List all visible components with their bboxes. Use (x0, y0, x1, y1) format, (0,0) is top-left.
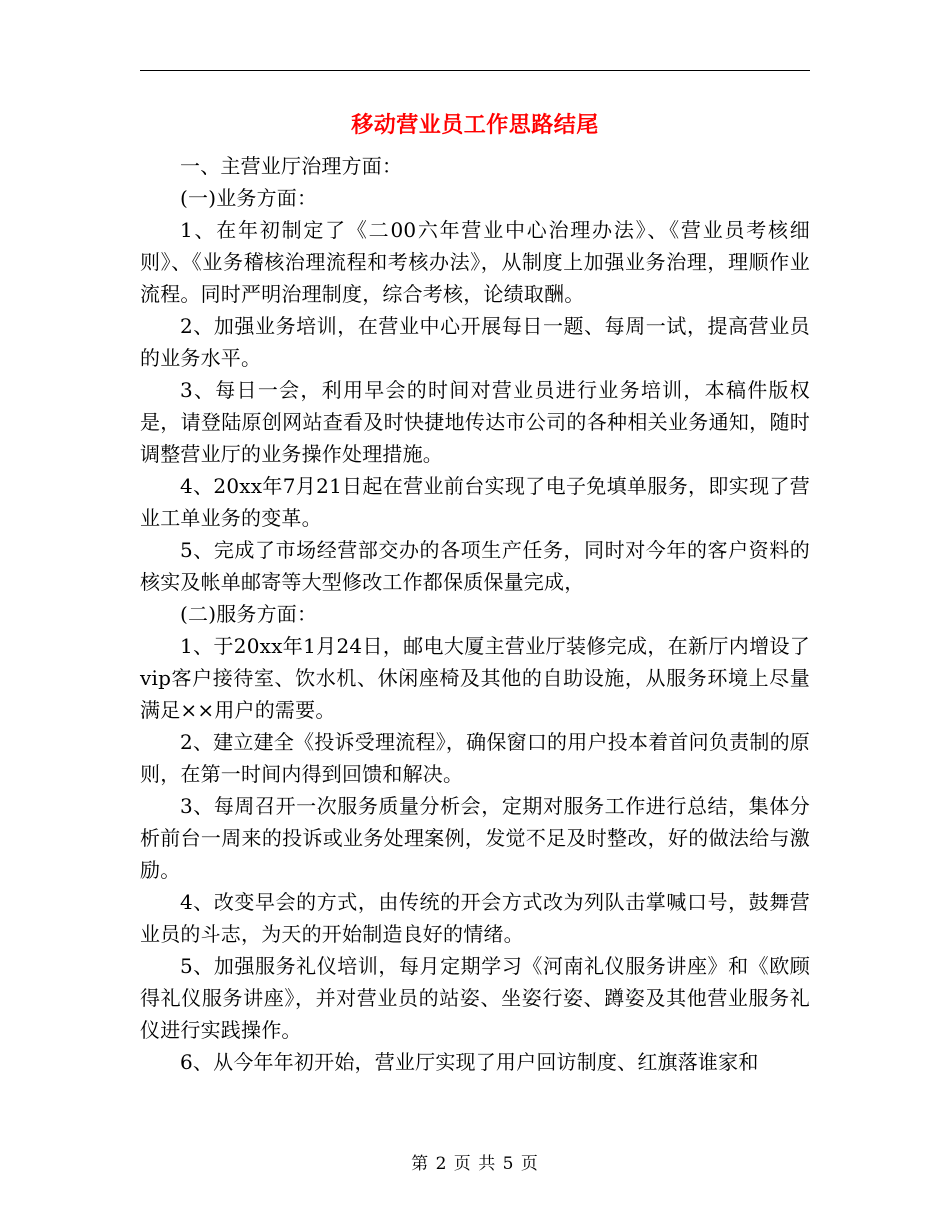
paragraph: 3、每周召开一次服务质量分析会，定期对服务工作进行总结，集体分析前台一周来的投诉或业务处理案例，发觉不足及时整改，好的做法给与激励。 (140, 794, 810, 882)
page-number: 第 2 页 共 5 页 (411, 1154, 539, 1174)
paragraph: 3、每日一会，利用早会的时间对营业员进行业务培训，本稿件版权是，请登陆原创网站查看及时快捷地传达市公司的各种相关业务通知，随时调整营业厅的业务操作处理措施。 (140, 378, 810, 466)
document-title: 移动营业员工作思路结尾 (351, 113, 599, 138)
paragraph: 2、加强业务培训，在营业中心开展每日一题、每周一试，提高营业员的业务水平。 (140, 314, 810, 370)
section-heading: 一、主营业厅治理方面： (180, 154, 403, 178)
subsection-heading: (二)服务方面： (180, 602, 318, 626)
paragraph: 1、于20xx年1月24日，邮电大厦主营业厅装修完成，在新厅内增设了vip客户接待室、饮水机、休闲座椅及其他的自助设施，从服务环境上尽量满足××用户的需要。 (140, 634, 810, 722)
subsection-heading: (一)业务方面： (180, 186, 318, 210)
paragraph: 2、建立建全《投诉受理流程》，确保窗口的用户投本着首问负责制的原则，在第一时间内得到回馈和解决。 (140, 730, 810, 786)
document-body (140, 150, 810, 1078)
paragraph: 4、20xx年7月21日起在营业前台实现了电子免填单服务，即实现了营业工单业务的变革。 (140, 474, 810, 530)
paragraph: 5、完成了市场经营部交办的各项生产任务，同时对今年的客户资料的核实及帐单邮寄等大型修改工作都保质保量完成， (140, 538, 810, 594)
paragraph: 5、加强服务礼仪培训，每月定期学习《河南礼仪服务讲座》和《欧顾得礼仪服务讲座》，并对营业员的站姿、坐姿行姿、蹲姿及其他营业服务礼仪进行实践操作。 (140, 954, 810, 1042)
paragraph: 4、改变早会的方式，由传统的开会方式改为列队击掌喊口号，鼓舞营业员的斗志，为天的开始制造良好的情绪。 (140, 890, 810, 946)
paragraph: 1、在年初制定了《二00六年营业中心治理办法》、《营业员考核细则》、《业务稽核治理流程和考核办法》，从制度上加强业务治理，理顺作业流程。同时严明治理制度，综合考核，论绩取酬。 (140, 218, 810, 306)
header-rule (140, 70, 810, 71)
paragraph: 6、从今年年初开始，营业厅实现了用户回访制度、红旗落谁家和 (180, 1050, 759, 1074)
